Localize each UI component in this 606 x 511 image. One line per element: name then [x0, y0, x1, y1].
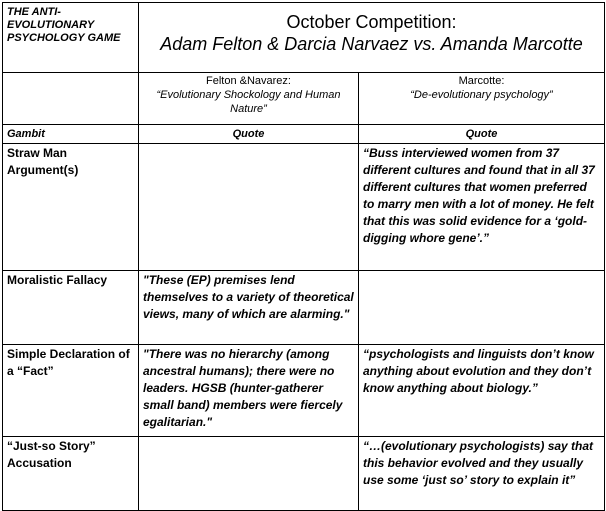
table-row [3, 271, 605, 345]
table-row [3, 345, 605, 437]
empty-cell [3, 73, 139, 125]
competition-table [2, 2, 605, 511]
quote-b-cell: “psychologists and linguists don’t know anything about evolution and they don’t know anything about biology.” [359, 345, 605, 437]
quote-a-cell: "There was no hierarchy (among ancestral humans); there were no leaders. HGSB (hunter-gatherer small band) members were fiercely egalitarian." [139, 345, 359, 437]
side-b-name: Marcotte: [458, 75, 505, 87]
gambit-label: Moralistic Fallacy [3, 271, 139, 345]
side-a-source: “Evolutionary Shockology and Human Nature” [156, 89, 341, 115]
title-row [3, 3, 605, 73]
table-row [3, 437, 605, 511]
side-b-heading [359, 73, 605, 125]
side-a-heading [139, 73, 359, 125]
quote-a-cell: "These (EP) premises lend themselves to a variety of theoretical views, many of which are alarming." [139, 271, 359, 345]
quote-a-column-header: Quote [139, 125, 359, 144]
quote-b-cell: “Buss interviewed women from 37 different cultures and found that in all 37 different cultures that women preferred to marry men with a lot of money. He felt that this was solid evidence for a ‘gold-digging whore gene’.” [359, 144, 605, 271]
competition-title: October Competition: [286, 12, 457, 32]
column-header-row [3, 125, 605, 144]
table-row [3, 144, 605, 271]
competition-heading [139, 3, 605, 73]
quote-b-column-header: Quote [359, 125, 605, 144]
gambit-label: Straw Man Argument(s) [3, 144, 139, 271]
gambit-label: Simple Declaration of a “Fact” [3, 345, 139, 437]
sides-row [3, 73, 605, 125]
side-a-name: Felton &Navarez: [206, 75, 291, 87]
gambit-column-header: Gambit [3, 125, 139, 144]
quote-b-cell: “…(evolutionary psychologists) say that this behavior evolved and they usually use some ‘just so’ story to explain it” [359, 437, 605, 511]
quote-b-cell [359, 271, 605, 345]
quote-a-cell [139, 144, 359, 271]
game-title: THE ANTI-EVOLUTIONARY PSYCHOLOGY GAME [3, 3, 139, 73]
side-b-source: “De-evolutionary psychology” [410, 89, 553, 101]
gambit-label: “Just-so Story” Accusation [3, 437, 139, 511]
competition-matchup: Adam Felton & Darcia Narvaez vs. Amanda Marcotte [160, 34, 583, 54]
quote-a-cell [139, 437, 359, 511]
